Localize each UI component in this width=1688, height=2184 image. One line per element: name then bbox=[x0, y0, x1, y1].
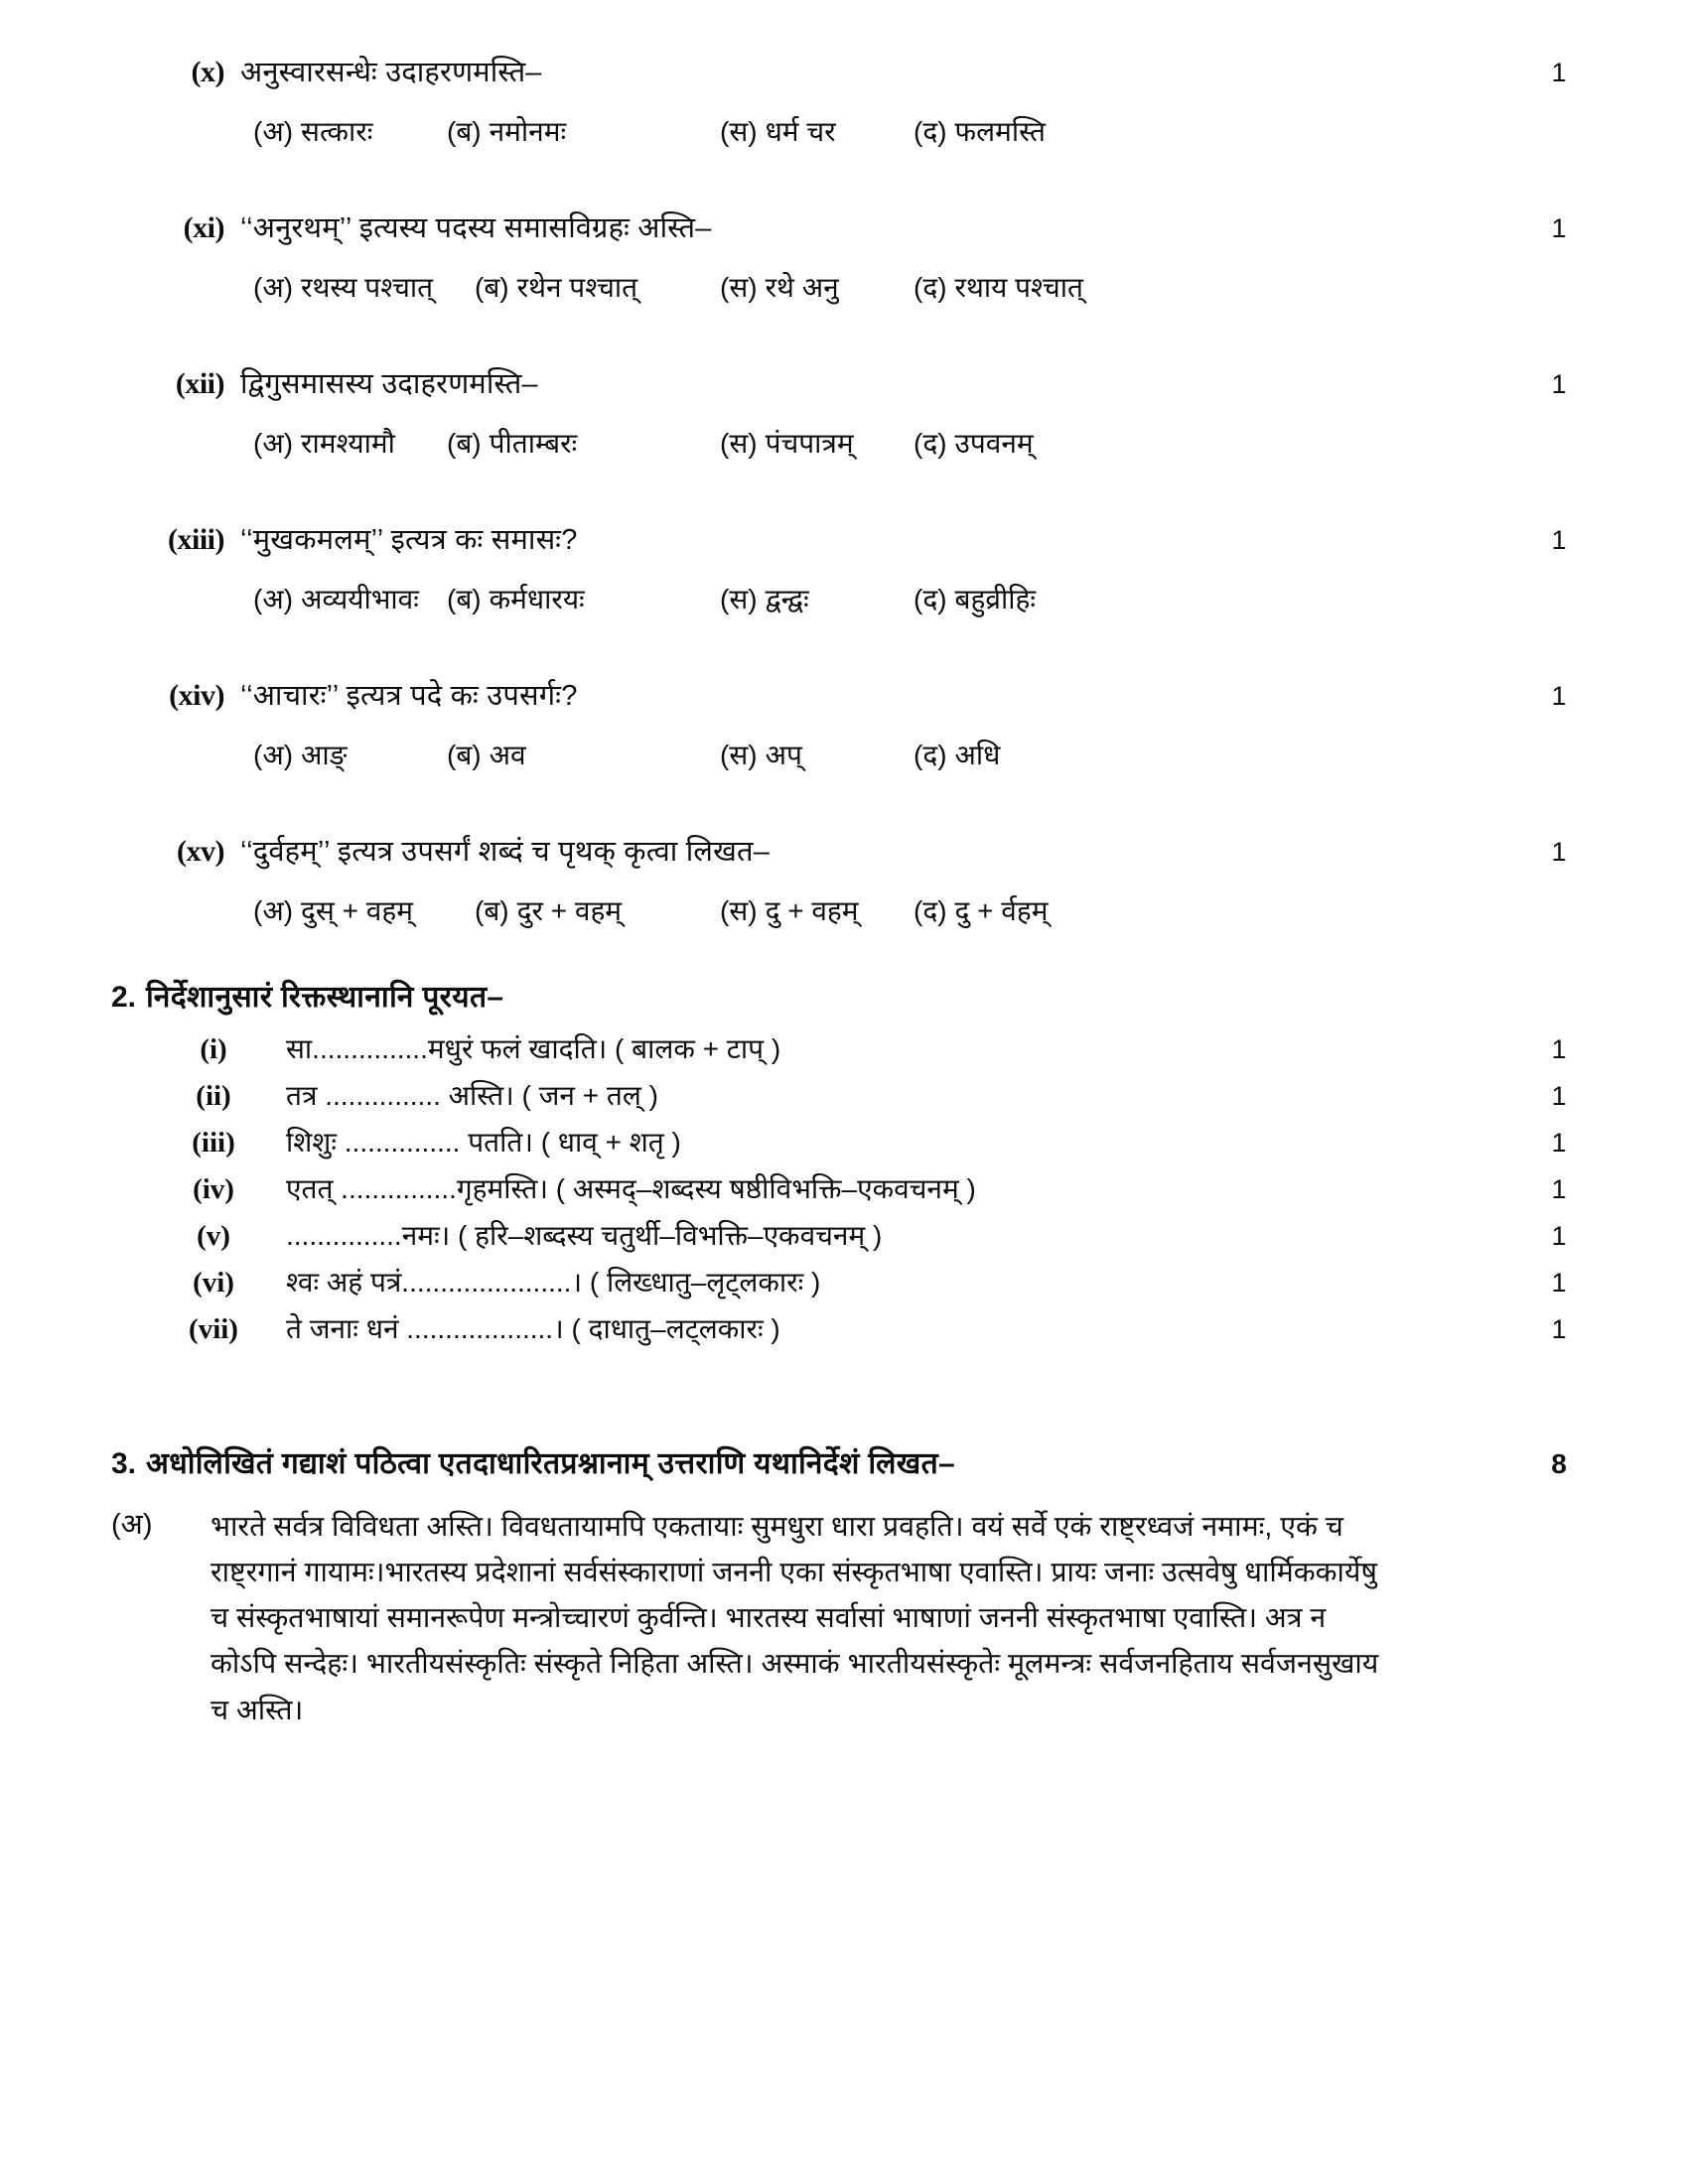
option-a[interactable] bbox=[253, 268, 433, 306]
gap bbox=[0, 1408, 1688, 1441]
mcq-question-xii bbox=[0, 363, 1688, 485]
option-b[interactable] bbox=[447, 580, 585, 617]
question-text: द्विगुसमासस्य उदाहरणमस्ति– bbox=[240, 368, 538, 400]
question-marks: 1 bbox=[1551, 837, 1567, 867]
option-c-text: अप् bbox=[765, 740, 802, 770]
list-item bbox=[0, 1123, 1688, 1169]
section-3-number: 3. bbox=[111, 1447, 137, 1480]
mcq-question-x bbox=[0, 52, 1688, 174]
option-c-key: (स) bbox=[720, 116, 758, 147]
option-a-text: आङ् bbox=[301, 740, 348, 770]
options-row bbox=[0, 424, 1688, 485]
item-number: (vi) bbox=[193, 1267, 234, 1298]
fill-in-the-blanks-list bbox=[0, 1029, 1688, 1356]
option-c-text: पंचपात्रम् bbox=[765, 428, 854, 459]
option-b[interactable] bbox=[447, 112, 566, 150]
option-d-text: फलमस्ति bbox=[954, 116, 1046, 147]
option-b-text: कर्मधारयः bbox=[489, 584, 585, 614]
option-d[interactable] bbox=[914, 891, 1049, 929]
list-item bbox=[0, 1169, 1688, 1216]
gap bbox=[0, 641, 1688, 675]
list-item bbox=[0, 1029, 1688, 1076]
option-a-key: (अ) bbox=[253, 584, 294, 614]
item-number: (ii) bbox=[196, 1080, 231, 1112]
gap bbox=[0, 714, 1688, 736]
question-line bbox=[0, 519, 1688, 558]
gap bbox=[0, 174, 1688, 207]
gap bbox=[0, 246, 1688, 268]
gap bbox=[0, 402, 1688, 424]
item-text: श्वः अहं पत्रं......................। ( लिख्धातु–लृट्लकारः ) bbox=[286, 1267, 821, 1297]
top-margin bbox=[0, 0, 1688, 52]
item-number: (v) bbox=[197, 1220, 230, 1252]
option-d[interactable] bbox=[914, 268, 1083, 306]
option-c-key: (स) bbox=[720, 895, 758, 926]
option-b-text: नमोनमः bbox=[489, 116, 567, 147]
option-b[interactable] bbox=[447, 424, 577, 462]
option-a-key: (अ) bbox=[253, 428, 294, 459]
option-b-key: (ब) bbox=[475, 895, 509, 926]
passage-text: भारते सर्वत्र विविधता अस्ति। विवधतायामपि एकतायाः सुमधुरा धारा प्रवहति। वयं सर्वे एकं राष्ट्रध्वजं नमामः, एकं च राष्ट्रगानं गायामः।भारतस्य प्रदेशानां सर्वसंस्काराणां जननी एका संस्कृतभाषा एवास्ति। प्रायः जनाः उत्सवेषु धार्मिककार्येषु च संस्कृतभाषायां समानरूपेण मन्त्रोच्चारणं कुर्वन्ति। भारतस्य सर्वासां भाषाणां जननी संस्कृतभाषा एवास्ति। अत्र न कोऽपि सन्देहः। भारतीयसंस्कृतिः संस्कृते निहिता अस्ति। अस्माकं भारतीयसंस्कृतेः मूलमन्त्रः सर्वजनहिताय सर्वजनसुखाय च अस्ति। bbox=[211, 1511, 1379, 1726]
option-c-key: (स) bbox=[720, 740, 758, 770]
question-marks: 1 bbox=[1551, 58, 1567, 87]
option-a[interactable] bbox=[253, 580, 419, 617]
option-b[interactable] bbox=[475, 268, 637, 306]
option-c-key: (स) bbox=[720, 272, 758, 303]
item-number: (vii) bbox=[189, 1313, 238, 1345]
option-a-key: (अ) bbox=[253, 116, 294, 147]
option-c[interactable] bbox=[720, 580, 809, 617]
option-a-text: अव्ययीभावः bbox=[301, 584, 419, 614]
question-text: ‘‘आचारः’’ इत्यत्र पदे कः उपसर्गः? bbox=[240, 680, 578, 712]
option-d-key: (द) bbox=[914, 428, 947, 459]
option-a-text: दुस् + वहम् bbox=[301, 895, 413, 926]
option-d-key: (द) bbox=[914, 272, 947, 303]
option-c-key: (स) bbox=[720, 428, 758, 459]
option-c[interactable] bbox=[720, 891, 859, 929]
question-line bbox=[0, 831, 1688, 870]
option-a-text: रामश्यामौ bbox=[301, 428, 395, 459]
item-marks: 1 bbox=[1551, 1034, 1567, 1064]
gap bbox=[0, 485, 1688, 519]
item-text: ...............नमः। ( हरि–शब्दस्य चतुर्थी–विभक्ति–एकवचनम् ) bbox=[286, 1220, 883, 1251]
item-marks: 1 bbox=[1551, 1081, 1567, 1111]
option-b-text: रथेन पश्चात् bbox=[516, 272, 638, 303]
option-d-text: उपवनम् bbox=[954, 428, 1034, 459]
item-text: शिशुः ............... पतति। ( धाव् + शतृ ) bbox=[286, 1127, 681, 1158]
item-number: (iv) bbox=[193, 1173, 234, 1205]
option-b-key: (ब) bbox=[447, 740, 482, 770]
option-d-text: दु + र्वहम् bbox=[954, 895, 1049, 926]
question-line bbox=[0, 52, 1688, 90]
option-d-key: (द) bbox=[914, 740, 947, 770]
section-2-heading bbox=[0, 975, 1688, 1016]
item-text: तत्र ............... अस्ति। ( जन + तल् ) bbox=[286, 1080, 658, 1111]
option-d[interactable] bbox=[914, 580, 1036, 617]
option-b-key: (ब) bbox=[447, 584, 482, 614]
option-a[interactable] bbox=[253, 736, 348, 773]
option-d-key: (द) bbox=[914, 584, 947, 614]
option-d-text: रथाय पश्चात् bbox=[954, 272, 1083, 303]
option-d[interactable] bbox=[914, 424, 1034, 462]
list-item bbox=[0, 1076, 1688, 1123]
option-c-text: धर्म चर bbox=[765, 116, 836, 147]
option-c[interactable] bbox=[720, 112, 836, 150]
question-marks: 1 bbox=[1551, 213, 1567, 243]
list-item bbox=[0, 1216, 1688, 1263]
question-number: (xi) bbox=[183, 211, 224, 244]
question-line bbox=[0, 363, 1688, 402]
section-2-number: 2. bbox=[111, 981, 137, 1014]
options-row bbox=[0, 580, 1688, 641]
options-row bbox=[0, 736, 1688, 797]
question-text: अनुस्वारसन्धेः उदाहरणमस्ति– bbox=[240, 57, 542, 88]
item-text: ते जनाः धनं ...................। ( दाधातु–लट्लकारः ) bbox=[286, 1313, 780, 1344]
option-c[interactable] bbox=[720, 736, 802, 773]
item-marks: 1 bbox=[1551, 1314, 1567, 1344]
mcq-question-xiii bbox=[0, 519, 1688, 641]
option-b[interactable] bbox=[447, 736, 526, 773]
option-c-text: द्वन्द्वः bbox=[765, 584, 809, 614]
item-marks: 1 bbox=[1551, 1174, 1567, 1204]
options-row bbox=[0, 891, 1688, 953]
gap bbox=[0, 90, 1688, 112]
option-c-key: (स) bbox=[720, 584, 758, 614]
option-a-text: रथस्य पश्चात् bbox=[301, 272, 434, 303]
question-line bbox=[0, 675, 1688, 714]
option-d[interactable] bbox=[914, 736, 1000, 773]
section-3-heading bbox=[0, 1441, 1688, 1482]
option-d-text: बहुव्रीहिः bbox=[954, 584, 1036, 614]
option-b-key: (ब) bbox=[447, 116, 482, 147]
gap bbox=[0, 953, 1688, 975]
question-line bbox=[0, 207, 1688, 246]
question-text: ‘‘अनुरथम्’’ इत्यस्य पदस्य समासविग्रहः अस्ति– bbox=[240, 212, 712, 244]
option-a[interactable] bbox=[253, 891, 413, 929]
item-number: (i) bbox=[200, 1033, 227, 1065]
question-number: (xiii) bbox=[168, 523, 224, 556]
mcq-question-xv bbox=[0, 831, 1688, 953]
gap bbox=[0, 797, 1688, 831]
question-marks: 1 bbox=[1551, 525, 1567, 555]
gap bbox=[0, 1356, 1688, 1408]
question-number: (xii) bbox=[175, 367, 224, 400]
options-row bbox=[0, 268, 1688, 330]
option-c-text: रथे अनु bbox=[765, 272, 839, 303]
question-number: (xv) bbox=[177, 835, 224, 868]
question-number: (xiv) bbox=[169, 679, 224, 712]
question-marks: 1 bbox=[1551, 369, 1567, 399]
option-d-key: (द) bbox=[914, 116, 947, 147]
question-marks: 1 bbox=[1551, 681, 1567, 711]
question-text: ‘‘मुखकमलम्’’ इत्यत्र कः समासः? bbox=[240, 524, 578, 556]
option-a-key: (अ) bbox=[253, 272, 294, 303]
mcq-question-xiv bbox=[0, 675, 1688, 797]
question-number: (x) bbox=[191, 56, 224, 88]
option-b-text: पीताम्बरः bbox=[489, 428, 578, 459]
gap bbox=[0, 870, 1688, 891]
item-text: सा...............मधुरं फलं खादति। ( बालक + टाप् ) bbox=[286, 1033, 781, 1064]
mcq-question-xi bbox=[0, 207, 1688, 330]
option-a-key: (अ) bbox=[253, 740, 294, 770]
passage-label: (अ) bbox=[111, 1509, 153, 1541]
item-marks: 1 bbox=[1551, 1221, 1567, 1251]
section-3-title: अधोलिखितं गद्याशं पठित्वा एतदाधारितप्रश्नानाम् उत्तराणि यथानिर्देशं लिखत– bbox=[146, 1447, 955, 1480]
option-b[interactable] bbox=[475, 891, 622, 929]
option-d-text: अधि bbox=[954, 740, 1001, 770]
list-item bbox=[0, 1309, 1688, 1356]
option-b-key: (ब) bbox=[475, 272, 509, 303]
option-a[interactable] bbox=[253, 424, 395, 462]
option-b-text: दुर + वहम् bbox=[516, 895, 623, 926]
option-c[interactable] bbox=[720, 424, 854, 462]
item-marks: 1 bbox=[1551, 1128, 1567, 1158]
item-text: एतत् ...............गृहमस्ति। ( अस्मद्–शब्दस्य षष्ठीविभक्ति–एकवचनम् ) bbox=[286, 1173, 976, 1204]
reading-passage bbox=[0, 1504, 1688, 1733]
option-b-key: (ब) bbox=[447, 428, 482, 459]
option-a[interactable] bbox=[253, 112, 372, 150]
item-number: (iii) bbox=[192, 1127, 235, 1159]
list-item bbox=[0, 1263, 1688, 1309]
gap bbox=[0, 558, 1688, 580]
option-c-text: दु + वहम् bbox=[765, 895, 859, 926]
section-2-title: निर्देशानुसारं रिक्तस्थानानि पूरयत– bbox=[146, 981, 504, 1014]
gap bbox=[0, 330, 1688, 363]
options-row bbox=[0, 112, 1688, 174]
item-marks: 1 bbox=[1551, 1268, 1567, 1297]
option-c[interactable] bbox=[720, 268, 839, 306]
option-d-key: (द) bbox=[914, 895, 947, 926]
option-a-text: सत्कारः bbox=[301, 116, 373, 147]
section-3-marks: 8 bbox=[1551, 1448, 1567, 1479]
question-text: ‘‘दुर्वहम्’’ इत्यत्र उपसर्गं शब्दं च पृथक् कृत्वा लिखत– bbox=[240, 836, 771, 868]
option-b-text: अव bbox=[489, 740, 526, 770]
option-a-key: (अ) bbox=[253, 895, 294, 926]
option-d[interactable] bbox=[914, 112, 1046, 150]
